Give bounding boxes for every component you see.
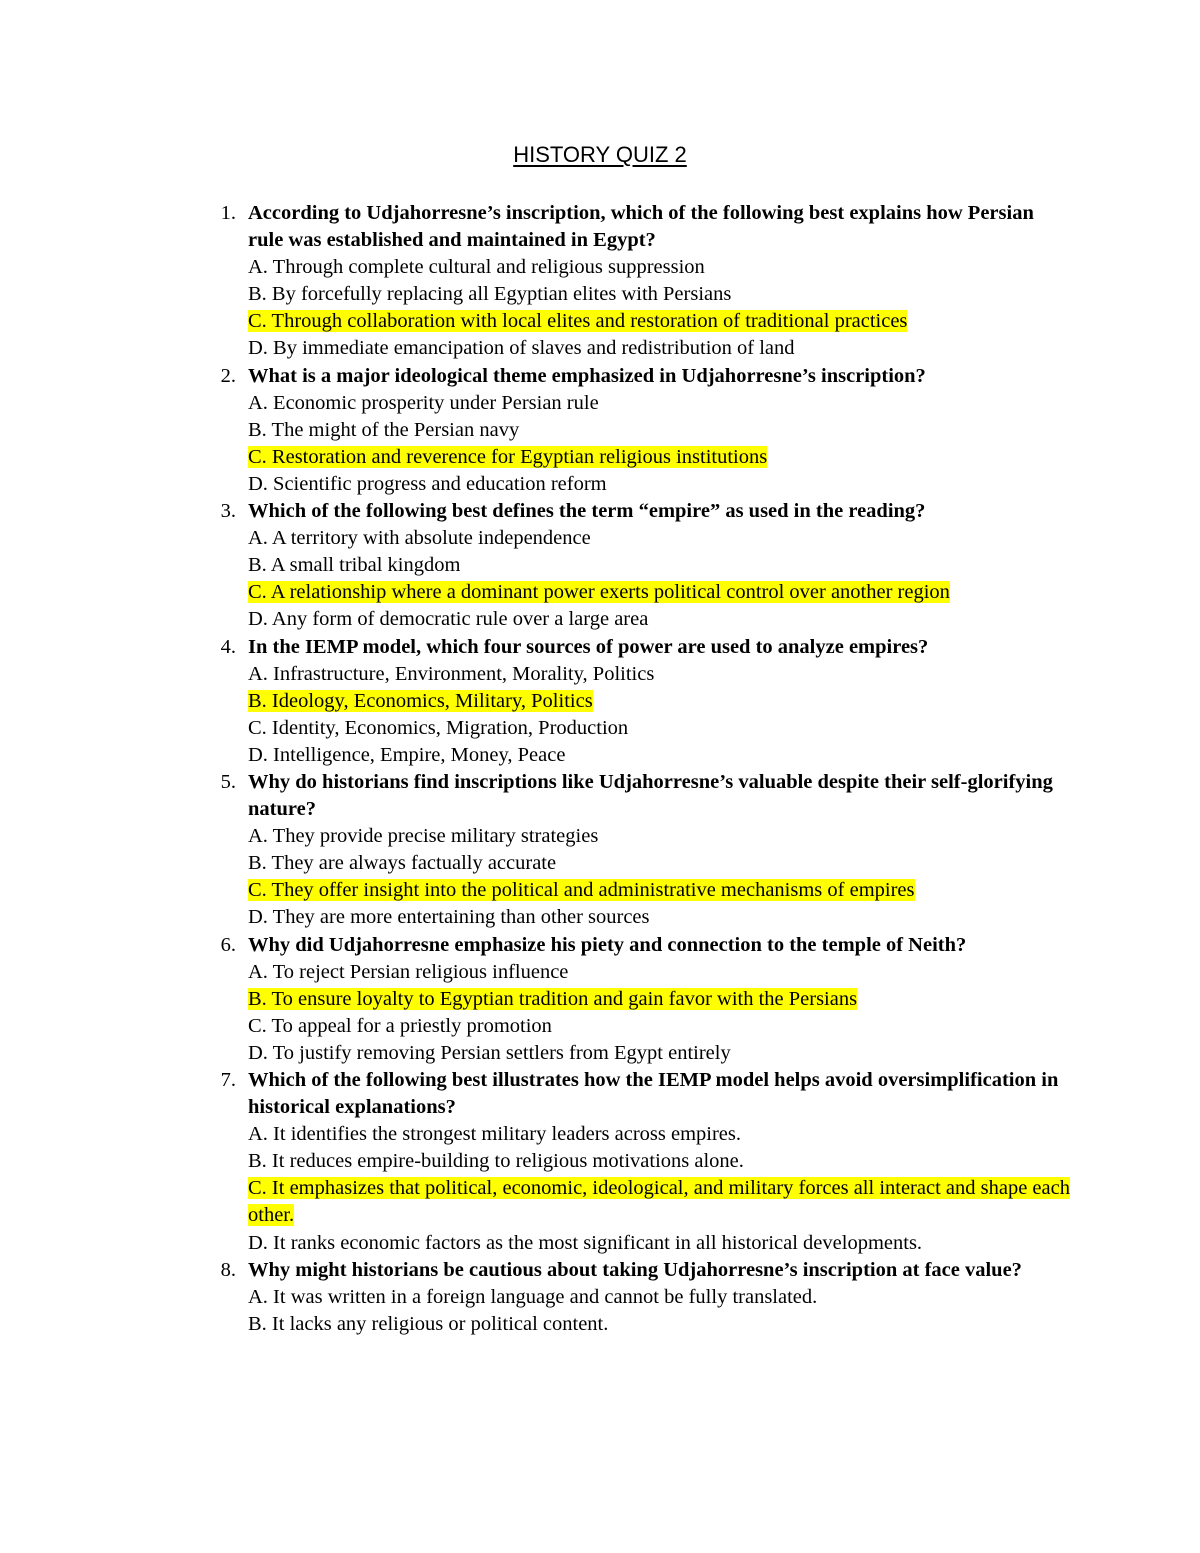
question-number: 7. bbox=[220, 1069, 236, 1091]
question-number: 5. bbox=[220, 770, 236, 793]
answer-option-highlighted bbox=[248, 579, 1072, 606]
answer-option-text: A. It was written in a foreign language and cannot be fully translated. bbox=[248, 1285, 818, 1308]
answer-option-text: A. Through complete cultural and religious suppression bbox=[248, 256, 705, 279]
answer-option-text: D. Intelligence, Empire, Money, Peace bbox=[248, 743, 566, 766]
answer-option-highlighted bbox=[248, 1175, 1072, 1229]
question-text: Why did Udjahorresne emphasize his piety and connection to the temple of Neith? bbox=[248, 933, 967, 956]
answer-option bbox=[248, 390, 1072, 417]
question-text: Why do historians find inscriptions like Udjahorresne’s valuable despite their self-glorifying nature? bbox=[248, 770, 1053, 821]
answer-option bbox=[248, 254, 1072, 281]
answer-option-text: C. Restoration and reverence for Egyptian religious institutions bbox=[248, 445, 768, 468]
answer-option bbox=[248, 661, 1072, 688]
answer-option-text: B. The might of the Persian navy bbox=[248, 418, 520, 441]
answer-option bbox=[248, 904, 1072, 931]
answer-option bbox=[248, 823, 1072, 850]
answer-option-text: D. Any form of democratic rule over a large area bbox=[248, 608, 649, 631]
question-number: 4. bbox=[220, 635, 236, 658]
answer-option-text: B. By forcefully replacing all Egyptian elites with Persians bbox=[248, 283, 732, 306]
question-list bbox=[212, 200, 1072, 1338]
answer-option-text: A. It identifies the strongest military leaders across empires. bbox=[248, 1123, 742, 1146]
answer-option-text: B. It lacks any religious or political content. bbox=[248, 1312, 609, 1335]
question-item bbox=[212, 769, 1072, 932]
question-item bbox=[212, 1257, 1072, 1338]
answer-option-text: C. It emphasizes that political, economic, ideological, and military forces all interact and shape each other. bbox=[248, 1177, 1070, 1227]
question-number: 3. bbox=[220, 500, 236, 523]
answer-option bbox=[248, 715, 1072, 742]
answer-option bbox=[248, 471, 1072, 498]
answer-option bbox=[248, 335, 1072, 362]
answer-option-text: C. Through collaboration with local elites and restoration of traditional practices bbox=[248, 310, 908, 333]
answer-option-text: C. To appeal for a priestly promotion bbox=[248, 1014, 552, 1037]
question-number: 1. bbox=[220, 202, 236, 224]
question-item bbox=[212, 498, 1072, 633]
question-item bbox=[212, 200, 1072, 363]
answer-option bbox=[248, 525, 1072, 552]
answer-option bbox=[248, 1311, 1072, 1338]
answer-option bbox=[248, 1284, 1072, 1311]
question-item bbox=[212, 1067, 1072, 1257]
answer-option-highlighted bbox=[248, 308, 1072, 335]
answer-option-highlighted bbox=[248, 877, 1072, 904]
question-number: 8. bbox=[220, 1258, 236, 1281]
answer-option bbox=[248, 606, 1072, 633]
answer-option-highlighted bbox=[248, 444, 1072, 471]
answer-option-text: A. Economic prosperity under Persian rule bbox=[248, 391, 599, 414]
answer-option-text: D. By immediate emancipation of slaves and redistribution of land bbox=[248, 337, 795, 360]
answer-option-text: D. It ranks economic factors as the most significant in all historical developments. bbox=[248, 1231, 923, 1254]
question-number: 2. bbox=[220, 364, 236, 387]
answer-option-text: B. A small tribal kingdom bbox=[248, 554, 461, 577]
question-item bbox=[212, 932, 1072, 1067]
question-text: What is a major ideological theme emphasized in Udjahorresne’s inscription? bbox=[248, 364, 926, 387]
question-item bbox=[212, 363, 1072, 498]
answer-option bbox=[248, 1230, 1072, 1257]
answer-option bbox=[248, 1040, 1072, 1067]
answer-option-text: D. Scientific progress and education reform bbox=[248, 472, 607, 495]
answer-option-text: A. A territory with absolute independence bbox=[248, 527, 591, 550]
question-text: In the IEMP model, which four sources of power are used to analyze empires? bbox=[248, 635, 929, 658]
answer-option-text: B. To ensure loyalty to Egyptian tradition and gain favor with the Persians bbox=[248, 987, 858, 1010]
answer-option-text: A. They provide precise military strategies bbox=[248, 825, 599, 848]
answer-option bbox=[248, 1013, 1072, 1040]
answer-option bbox=[248, 1148, 1072, 1175]
question-text: According to Udjahorresne’s inscription, which of the following best explains how Persian rule was established and maintained in Egypt? bbox=[248, 202, 1034, 252]
answer-option bbox=[248, 742, 1072, 769]
answer-option bbox=[248, 1121, 1072, 1148]
answer-option-text: C. Identity, Economics, Migration, Production bbox=[248, 716, 629, 739]
question-number: 6. bbox=[220, 933, 236, 956]
answer-option bbox=[248, 417, 1072, 444]
answer-option bbox=[248, 281, 1072, 308]
answer-option-text: A. Infrastructure, Environment, Morality, Politics bbox=[248, 662, 655, 685]
answer-option-text: B. It reduces empire-building to religious motivations alone. bbox=[248, 1150, 744, 1173]
question-text: Which of the following best defines the term “empire” as used in the reading? bbox=[248, 500, 926, 523]
answer-option bbox=[248, 959, 1072, 986]
answer-option bbox=[248, 850, 1072, 877]
answer-option-highlighted bbox=[248, 986, 1072, 1013]
answer-option-text: A. To reject Persian religious influence bbox=[248, 960, 569, 983]
answer-option-text: D. They are more entertaining than other sources bbox=[248, 906, 650, 929]
answer-option-text: C. A relationship where a dominant power exerts political control over another region bbox=[248, 581, 950, 604]
question-text: Why might historians be cautious about taking Udjahorresne’s inscription at face value? bbox=[248, 1258, 1022, 1281]
question-text: Which of the following best illustrates how the IEMP model helps avoid oversimplification in historical explanations? bbox=[248, 1069, 1059, 1119]
document-title: HISTORY QUIZ 2 bbox=[513, 142, 687, 167]
answer-option-text: C. They offer insight into the political and administrative mechanisms of empires bbox=[248, 879, 915, 902]
answer-option-text: D. To justify removing Persian settlers from Egypt entirely bbox=[248, 1041, 731, 1064]
answer-option-text: B. Ideology, Economics, Military, Politics bbox=[248, 689, 593, 712]
answer-option bbox=[248, 552, 1072, 579]
answer-option-text: B. They are always factually accurate bbox=[248, 852, 557, 875]
answer-option-highlighted bbox=[248, 688, 1072, 715]
question-item bbox=[212, 634, 1072, 769]
